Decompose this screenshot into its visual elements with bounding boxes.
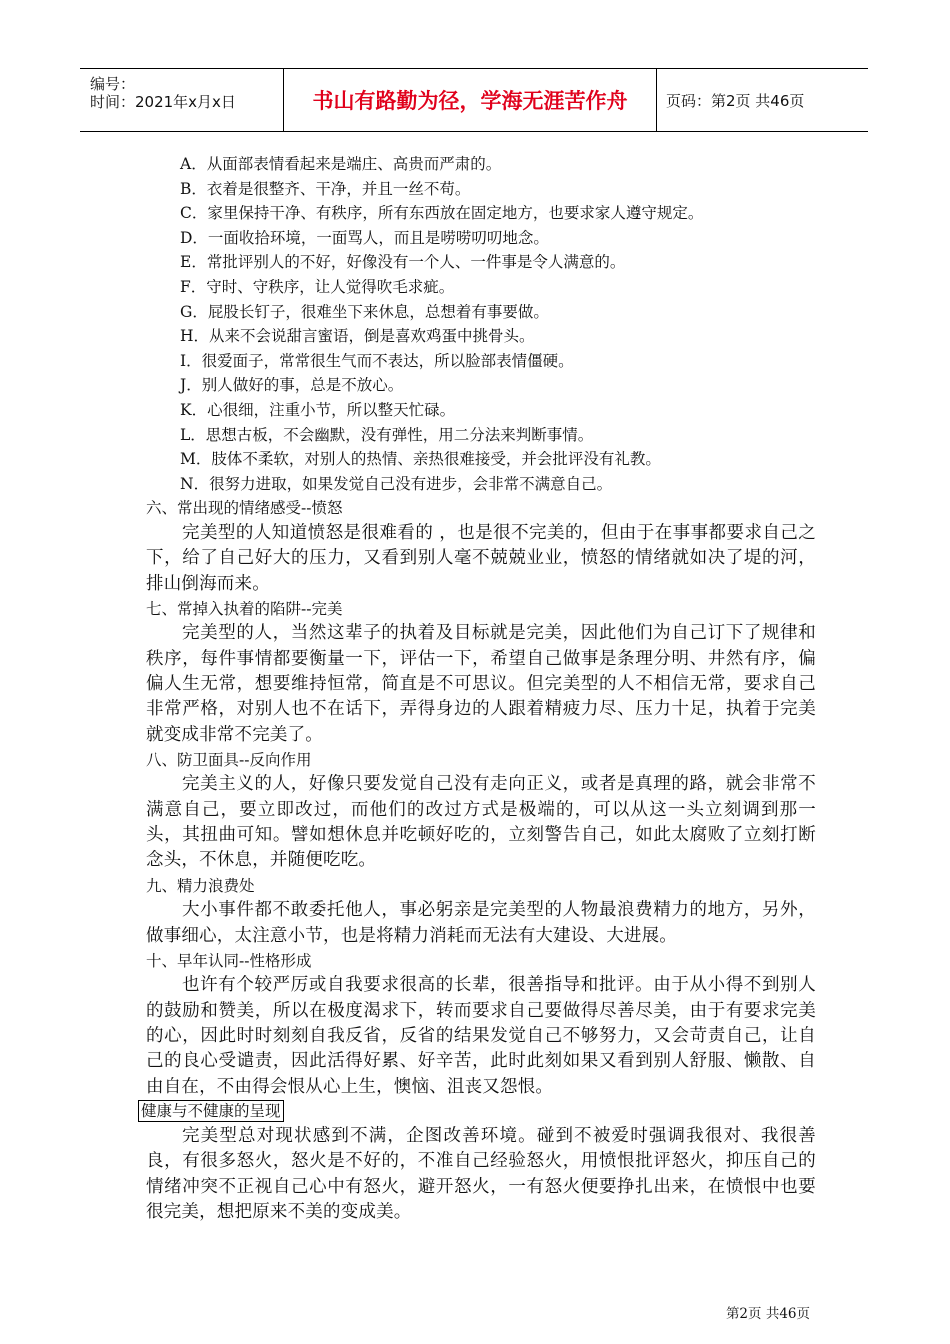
section-heading: 九、精力浪费处	[146, 876, 255, 895]
list-item: D．一面收拾环境，一面骂人，而且是唠唠叨叨地念。	[180, 228, 549, 247]
list-item: M．肢体不柔软，对别人的热情、亲热很难接受，并会批评没有礼教。	[180, 450, 661, 469]
list-item: C．家里保持干净、有秩序，所有东西放在固定地方，也要求家人遵守规定。	[180, 204, 704, 223]
header-page-label: 页码：第2页 共46页	[666, 91, 805, 110]
section-paragraph: 也许有个较严厉或自我要求很高的长辈，很善指导和批评。由于从小得不到别人的鼓励和赞美，所以在极度渴求下，转而要求自己要做得尽善尽美，由于有要求完美的心，因此时时刻刻自我反省，反省的结果发觉自己不够努力，又会苛责自己，让自己的良心受谴责，因此活得好累、好辛苦，此时此刻如果又看到别人舒服、懒散、自由自在，不由得会恨从心上生，懊恼、沮丧又怨恨。	[146, 975, 816, 1097]
document-body	[141, 152, 816, 1225]
list-item: K．心很细，注重小节，所以整天忙碌。	[180, 400, 456, 419]
list-item: I．很爱面子，常常很生气而不表达，所以脸部表情僵硬。	[180, 351, 574, 370]
section-heading: 七、常掉入执着的陷阱--完美	[146, 599, 343, 618]
section-heading: 十、早年认同--性格形成	[146, 951, 312, 970]
list-item: H．从来不会说甜言蜜语，倒是喜欢鸡蛋中挑骨头。	[180, 327, 535, 346]
header-motto-cell	[283, 69, 657, 131]
document-date-label: 时间：2021年x月x日	[90, 93, 236, 111]
list-item: L．思想古板，不会幽默，没有弹性，用二分法来判断事情。	[180, 425, 594, 444]
list-item: E．常批评别人的不好，好像没有一个人、一件事是令人满意的。	[180, 253, 626, 272]
section-heading: 八、防卫面具--反向作用	[146, 750, 312, 769]
header-page-cell	[656, 69, 868, 131]
list-item: G．屁股长钉子，很难坐下来休息，总想着有事要做。	[180, 302, 549, 321]
header-motto: 书山有路勤为径，学海无涯苦作舟	[312, 89, 628, 113]
list-item: N．很努力进取，如果发觉自己没有进步，会非常不满意自己。	[180, 474, 613, 493]
boxed-heading-row	[138, 1100, 816, 1124]
page-footer: 第2页 共46页	[725, 1306, 810, 1322]
section-paragraph: 大小事件都不敢委托他人，事必躬亲是完美型的人物最浪费精力的地方，另外，做事细心，太注意小节，也是将精力消耗而无法有大建设、大进展。	[146, 900, 816, 946]
document-number-label: 编号：	[90, 75, 136, 93]
boxed-heading: 健康与不健康的呈现	[138, 1100, 284, 1122]
list-item: F．守时、守秩序，让人觉得吹毛求疵。	[180, 277, 455, 296]
trait-list	[146, 152, 816, 496]
section-heading: 六、常出现的情绪感受--愤怒	[146, 499, 343, 518]
list-item: B．衣着是很整齐、干净，并且一丝不苟。	[180, 179, 471, 198]
list-item: A．从面部表情看起来是端庄、高贵而严肃的。	[180, 155, 502, 173]
list-item: J．别人做好的事，总是不放心。	[180, 376, 404, 395]
header-table	[80, 68, 868, 132]
section-paragraph: 完美型的人知道愤怒是很难看的 ，也是很不完美的，但由于在事事都要求自己之下，给了自己好大的压力，又看到别人毫不兢兢业业，愤怒的情绪就如决了堤的河，排山倒海而来。	[146, 522, 816, 594]
header-meta-cell	[80, 69, 283, 131]
final-paragraph: 完美型总对现状感到不满，企图改善环境。碰到不被爱时强调我很对、我很善良，有很多怒火，怒火是不好的，不准自己经验怒火，用愤恨批评怒火，抑压自己的情绪冲突不正视自己心中有怒火，避开怒火，一有怒火便要挣扎出来，在愤恨中也要很完美，想把原来不美的变成美。	[146, 1125, 816, 1222]
section-paragraph: 完美型的人，当然这辈子的执着及目标就是完美，因此他们为自己订下了规律和秩序，每件事情都要衡量一下，评估一下，希望自己做事是条理分明、井然有序，偏偏人生无常，想要维持恒常，简直是不可思议。但完美型的人不相信无常，要求自己非常严格，对别人也不在话下，弄得身边的人跟着精疲力尽、压力十足，执着于完美就变成非常不完美了。	[146, 623, 816, 745]
section-paragraph: 完美主义的人，好像只要发觉自己没有走向正义，或者是真理的路，就会非常不满意自己，要立即改过，而他们的改过方式是极端的，可以从这一头立刻调到那一头，其扭曲可知。譬如想休息并吃顿好吃的，立刻警告自己，如此太腐败了立刻打断念头，不休息，并随便吃吃。	[146, 774, 816, 871]
